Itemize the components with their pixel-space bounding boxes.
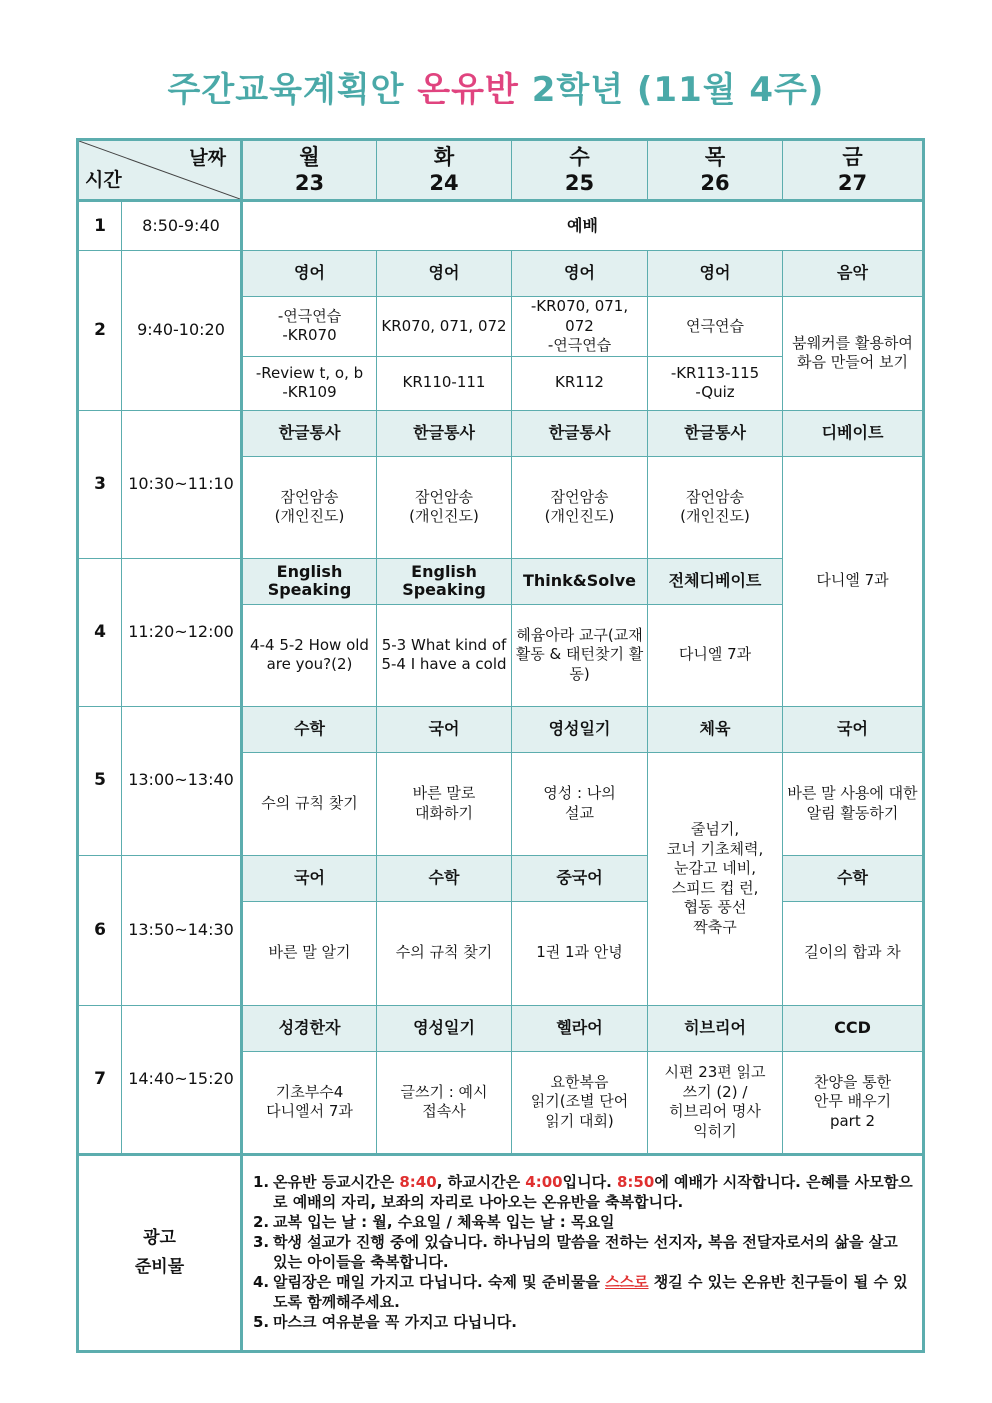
activity-cell: 글쓰기 : 예시 접속사 xyxy=(377,1051,512,1154)
supplies-label: 준비물 xyxy=(134,1256,185,1277)
subject-cell: 수학 xyxy=(377,855,512,901)
subject-cell: Think&Solve xyxy=(512,558,648,604)
notices-content xyxy=(242,1154,924,1351)
subject-cell: 히브리어 xyxy=(648,1005,783,1051)
subject-cell: 디베이트 xyxy=(783,410,924,456)
day-header-wed: 수 25 xyxy=(512,140,648,201)
activity-cell: 잠언암송 (개인진도) xyxy=(512,456,648,558)
subject-cell: English Speaking xyxy=(377,558,512,604)
activity-cell: KR112 xyxy=(512,356,648,410)
notes-label xyxy=(78,1154,242,1351)
subject-cell: 영어 xyxy=(242,251,377,297)
period-1: 1 xyxy=(78,201,122,251)
activity-cell: 수의 규칙 찾기 xyxy=(377,901,512,1005)
subject-cell: 영어 xyxy=(648,251,783,297)
notice-item: 3. 학생 설교가 진행 중에 있습니다. 하나님의 말씀을 전하는 선지자, 복음 전달자로서의 삶을 살고 있는 아이들을 축복합니다. xyxy=(253,1232,898,1271)
activity-cell: 5-3 What kind of 5-4 I have a cold xyxy=(377,604,512,706)
period-2: 2 xyxy=(78,251,122,411)
time-label: 시간 xyxy=(85,169,122,192)
corner-header xyxy=(78,140,242,201)
activity-cell: 바른 말 알기 xyxy=(242,901,377,1005)
activity-cell: 잠언암송 (개인진도) xyxy=(242,456,377,558)
subject-cell: 영어 xyxy=(512,251,648,297)
title-grade-week: 2학년 (11월 4주) xyxy=(531,70,825,110)
subject-cell: 수학 xyxy=(783,855,924,901)
notice-item: 2. 교복 입는 날 : 월, 수요일 / 체육복 입는 날 : 목요일 xyxy=(253,1212,615,1231)
day-header-tue: 화 24 xyxy=(377,140,512,201)
activity-cell: 헤윰아라 교구(교재 활동 & 태턴찾기 활동) xyxy=(512,604,648,706)
subject-cell: 한글통사 xyxy=(648,410,783,456)
weekly-schedule-table xyxy=(76,138,925,1353)
activity-cell: 4-4 5-2 How old are you?(2) xyxy=(242,604,377,706)
title-plan: 주간교육계획안 xyxy=(167,70,405,110)
time-6: 13:50~14:30 xyxy=(122,855,242,1005)
subject-cell: 한글통사 xyxy=(512,410,648,456)
time-5: 13:00~13:40 xyxy=(122,706,242,855)
day-header-mon: 월 23 xyxy=(242,140,377,201)
title-class: 온유반 xyxy=(417,70,519,110)
subject-cell: 한글통사 xyxy=(242,410,377,456)
time-3: 10:30~11:10 xyxy=(122,410,242,558)
activity-cell: 잠언암송 (개인진도) xyxy=(377,456,512,558)
subject-cell: 음악 xyxy=(783,251,924,297)
activity-cell: KR070, 071, 072 xyxy=(377,297,512,357)
activity-cell: 바른 말 사용에 대한 알림 활동하기 xyxy=(783,752,924,855)
subject-cell: English Speaking xyxy=(242,558,377,604)
activity-cell: KR110-111 xyxy=(377,356,512,410)
period-4: 4 xyxy=(78,558,122,706)
subject-cell: 체육 xyxy=(648,706,783,752)
activity-cell: 영성 : 나의 설교 xyxy=(512,752,648,855)
activity-cell: -Review t, o, b -KR109 xyxy=(242,356,377,410)
time-7: 14:40~15:20 xyxy=(122,1005,242,1154)
activity-cell: 찬양을 통한 안무 배우기 part 2 xyxy=(783,1051,924,1154)
subject-cell: CCD xyxy=(783,1005,924,1051)
activity-cell: 연극연습 xyxy=(648,297,783,357)
time-1: 8:50-9:40 xyxy=(122,201,242,251)
activity-cell: 기초부수4 다니엘서 7과 xyxy=(242,1051,377,1154)
subject-cell: 국어 xyxy=(242,855,377,901)
activity-cell: 길이의 합과 차 xyxy=(783,901,924,1005)
activity-cell: 붐웨커를 활용하여 화음 만들어 보기 xyxy=(783,297,924,411)
activity-cell: 시편 23편 읽고 쓰기 (2) / 히브리어 명사 익히기 xyxy=(648,1051,783,1154)
page-title xyxy=(0,62,992,111)
activity-cell: -KR113-115 -Quiz xyxy=(648,356,783,410)
activity-cell: 줄넘기, 코너 기초체력, 눈감고 네비, 스피드 컵 런, 협동 풍선 짝축구 xyxy=(648,752,783,1005)
activity-cell: 다니엘 7과 xyxy=(783,456,924,706)
activity-cell: 바른 말로 대화하기 xyxy=(377,752,512,855)
subject-cell: 중국어 xyxy=(512,855,648,901)
activity-cell: 요한복음 읽기(조별 단어 읽기 대회) xyxy=(512,1051,648,1154)
day-header-fri: 금 27 xyxy=(783,140,924,201)
subject-cell: 영어 xyxy=(377,251,512,297)
subject-cell: 국어 xyxy=(377,706,512,752)
subject-cell: 성경한자 xyxy=(242,1005,377,1051)
subject-cell: 수학 xyxy=(242,706,377,752)
subject-cell: 한글통사 xyxy=(377,410,512,456)
notices-label: 광고 xyxy=(143,1227,176,1248)
period-7: 7 xyxy=(78,1005,122,1154)
activity-cell: -KR070, 071, 072 -연극연습 xyxy=(512,297,648,357)
period-5: 5 xyxy=(78,706,122,855)
subject-cell: 국어 xyxy=(783,706,924,752)
activity-cell: 1권 1과 안녕 xyxy=(512,901,648,1005)
activity-cell: -연극연습 -KR070 xyxy=(242,297,377,357)
activity-cell: 수의 규칙 찾기 xyxy=(242,752,377,855)
subject-cell: 영성일기 xyxy=(512,706,648,752)
activity-cell: 다니엘 7과 xyxy=(648,604,783,706)
period-6: 6 xyxy=(78,855,122,1005)
time-2: 9:40-10:20 xyxy=(122,251,242,411)
worship: 예배 xyxy=(242,201,924,251)
subject-cell: 영성일기 xyxy=(377,1005,512,1051)
period-3: 3 xyxy=(78,410,122,558)
notice-item: 1. 온유반 등교시간은 8:40, 하교시간은 4:00입니다. 8:50에 예배가 시작합니다. 은혜를 사모함으로 예배의 자리, 보좌의 자리로 나아오는 온유반을 축복합니다. xyxy=(253,1172,913,1211)
time-4: 11:20~12:00 xyxy=(122,558,242,706)
notice-item: 4. 알림장은 매일 가지고 다닙니다. 숙제 및 준비물을 스스로 챙길 수 있는 온유반 친구들이 될 수 있도록 함께해주세요. xyxy=(253,1272,908,1311)
activity-cell: 잠언암송 (개인진도) xyxy=(648,456,783,558)
date-label: 날짜 xyxy=(189,147,226,169)
day-header-thu: 목 26 xyxy=(648,140,783,201)
subject-cell: 헬라어 xyxy=(512,1005,648,1051)
subject-cell: 전체디베이트 xyxy=(648,558,783,604)
notice-item: 5. 마스크 여유분을 꼭 가지고 다닙니다. xyxy=(253,1312,517,1331)
